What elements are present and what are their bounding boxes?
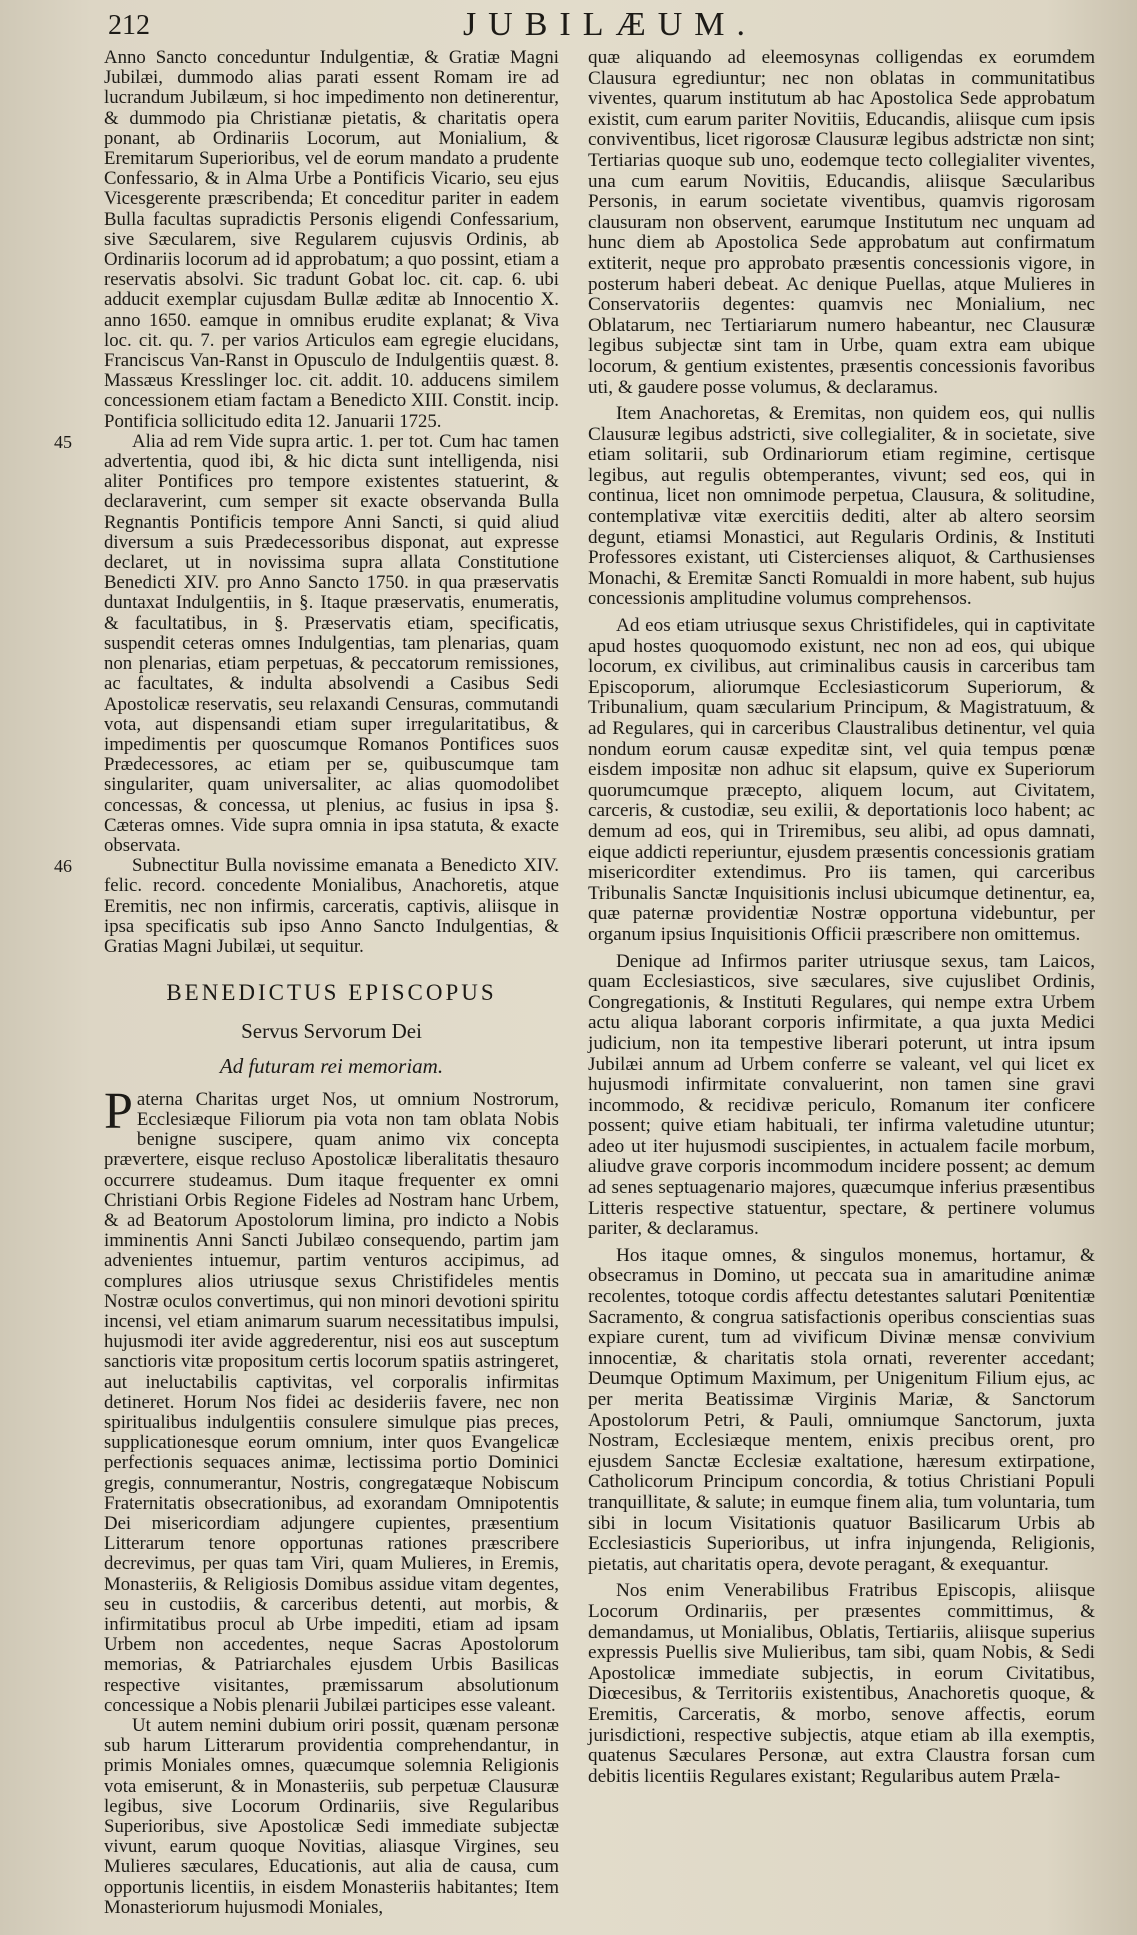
margin-number-45: 45 <box>54 431 72 452</box>
bull-paragraph-1-text: aterna Charitas urget Nos, ut omnium Nostrorum, Ecclesiæque Filiorum pia vota non tam oblata Nobis benigne suscipere, quam animo vix concepta prævertere, eisque recluso Apostolicæ liberalitatis thesauro occurrere studeamus. Dum itaque frequenter ex omni Christiani Orbis Regione Fideles ad Nostram hanc Urbem, & ad Beatorum Apostolorum limina, pro indicto a Nobis imminentis Anni Sancti Jubilæo consequendo, partim jam advenientes intuemur, partim venturos accipimus, ad complures alios utriusque sexus Christifideles mentis Nostræ oculos convertimus, qui non minori devotioni spiritu incensi, vel etiam animarum suarum necessitatibus impulsi, hujusmodi iter avide aggrederentur, nisi eos aut susceptum sanctioris vitæ propositum certis locorum spatiis astringeret, aut ineluctabilis captivitas, vel corporalis infirmitas detineret. Horum Nos fidei ac desideriis favere, nec non spiritualibus indulgentiis consulere simulque pias preces, supplicationesque eorum omnium, inter quos Evangelicæ perfectionis sequaces animæ, lectissima portio Dominici gregis, connumerantur, Nostris, congregatæque Nobiscum Fraternitatis obsecrationibus, ad exorandam Omnipotentis Dei misericordiam adjungere cupientes, præsentium Litterarum tenore opportunas rationes præscribere decrevimus, per quas tam Viri, quam Mulieres, in Eremis, Monasteriis, & Religiosis Domibus assidue vitam degentes, seu in custodiis, & carceribus detenti, aut morbis, & infirmitatibus procul ab Urbe impediti, etiam ad ipsam Urbem non accedentes, neque Sacras Apostolorum memorias, & Patriarchales ejusdem Urbis Basilicas respective visitantes, præmissarum absolutionum concessique a Nobis plenarii Jubilæi participes esse valeant. <box>104 1088 559 1716</box>
paragraph-45 <box>54 430 559 856</box>
right-paragraph-3: Ad eos etiam utriusque sexus Christifideles, qui in captivitate apud hostes quoquomodo existunt, nec non ad eos, qui ubique locorum, ex civilibus, aut criminalibus causis in carceribus tam Episcoporum, aliorumque Ecclesiasticorum Superiorum, & Tribunalium, quam sæcularium Principum, & Magistratuum, & ad Regulares, qui in carceribus Claustralibus detinentur, vel quia nondum eorum causæ expeditæ sint, vel quia tempus pœnæ eisdem impositæ non adhuc sit elapsum, quive ex Superiorum quorumcumque præcepto, aliquem locum, aut Civitatem, carceris, & custodiæ, seu exilii, & deportationis loco habent; ac demum ad eos, qui in Triremibus, seu alibi, ad opus damnati, eique addicti reperiuntur, ejusdem præsentis concessionis gratiam misericorditer extendimus. Pro iis tamen, qui carceribus Tribunalis Sanctæ Inquisitionis inclusi ubicumque detinentur, ea, quæ paternæ providentiæ Nostræ opportuna videbuntur, per organum ipsius Inquisitionis Officii præscribere non omittemus. <box>588 615 1095 945</box>
right-paragraph-1: quæ aliquando ad eleemosynas colligendas ex eorumdem Clausura egrediuntur; nec non oblatas in communitatibus viventes, quarum institutum ab hac Apostolica Sede approbatum existit, cum earum pariter Novitiis, Educandis, aliisque cum ipsis conviventibus, licet rigorosæ Clausuræ legibus adstrictæ non sint; Tertiarias quoque sub uno, eodemque tecto collegialiter viventes, una cum earum Novitiis, Educandis, aliisque Sæcularibus Personis, in earum societate viventibus, quamvis rigorosam clausuram non observent, earumque Institutum nec unquam ad hunc diem ab Apostolica Sede approbatum aut confirmatum extiterit, neque pro approbato præsentis concessionis vigore, in posterum haberi debeat. Ac denique Puellas, atque Mulieres in Conservatoriis degentes: quamvis nec Monialium, nec Oblatarum, nec Tertiariarum numero habeantur, nec Clausuræ legibus subjectæ sint tam in Urbe, quam extra eam ubique locorum, & gentium existentes, præsentis concessionis favoribus uti, & gaudere posse volumus, & declaramus. <box>588 47 1095 398</box>
bull-paragraph-1 <box>104 1082 559 1716</box>
opening-paragraph: Anno Sancto conceduntur Indulgentiæ, & Gratiæ Magni Jubilæi, dummodo alias parati essent Romam ire ad lucrandum Jubilæum, si hoc impedimento non detinerentur, & dummodo pia Christianæ pietatis, & charitatis opera ponant, ab Ordinariis Locorum, aut Monialium, & Eremitarum Superioribus, vel de eorum mandato a prudente Confessario, & in Alma Urbe a Pontificis Vicario, seu ejus Vicesgerente præscribenda; Et conceditur pariter in eadem Bulla facultas supradictis Personis eligendi Confessarium, sive Sæcularem, sive Regularem cujusvis Ordinis, ab Ordinariis locorum ad id approbatum; a quo possint, etiam a reservatis absolvi. Sic tradunt Gobat loc. cit. cap. 6. ubi adducit exemplar cujusdam Bullæ æditæ ab Innocentio X. anno 1650. eamque in omnibus erudite explanat; & Viva loc. cit. qu. 7. per varios Articulos eam egregie elucidans, Franciscus Van-Ranst in Opusculo de Indulgentiis quæst. 8. Massæus Kresslinger loc. cit. addit. 10. adducens similem concessionem etiam factam a Benedicto XIII. Constit. incip. Pontificia sollicitudo edita 12. Januarii 1725. <box>104 47 559 432</box>
bull-servus: Servus Servorum Dei <box>241 1019 422 1044</box>
right-paragraph-2: Item Anachoretas, & Eremitas, non quidem eos, qui nullis Clausuræ legibus adstricti, sive collegialiter, & in societate, sive etiam solitarii, sub Ordinariorum etiam regimine, certisque legibus, aut regulis obtemperantes, vivunt; sed eos, qui in continua, licet non omnimode perpetua, Clausura, & solitudine, contemplativæ vitæ exercitiis dediti, alter ab altero seorsim degunt, etiamsi Monastici, aut Regularis Ordinis, & Instituti Professores existant, uti Cistercienses aliquot, & Carthusienses Monachi, & Eremitæ Sancti Romualdi in more habent, sub hujus concessionis amplitudine volumus comprehensos. <box>588 403 1095 610</box>
bull-heading: BENEDICTUS EPISCOPUS <box>166 980 497 1006</box>
bull-paragraph-2: Ut autem nemini dubium oriri possit, quænam personæ sub harum Litterarum providentia comprehendantur, in primis Moniales omnes, quæcumque solemnia Religionis vota emiserunt, & in Monasteriis, sub perpetuæ Clausuræ legibus, sive Locorum Ordinariis, sive Regularibus Superioribus, sive Apostolicæ Sedi immediate subjectæ vivunt, earum quoque Novitias, aliasque Virgines, seu Mulieres sæculares, Educationis, aut alia de causa, cum opportunis licentiis, in eisdem Monasteriis habitantes; Item Monasteriorum hujusmodi Moniales, <box>104 1715 559 1918</box>
drop-capital: P <box>104 1082 133 1140</box>
paragraph-46-text: Subnectitur Bulla novissime emanata a Benedicto XIV. felic. record. concedente Monialibus, Anachoretis, atque Eremitis, nec non infirmis, carceratis, captivis, aliisque in ipsa specificatis sub ipso Anno Sancto Indulgentias, & Gratias Magni Jubilæi, ut sequitur. <box>104 855 559 957</box>
paragraph-46 <box>54 855 559 957</box>
right-paragraph-6: Nos enim Venerabilibus Fratribus Episcopis, aliisque Locorum Ordinariis, per præsentes committimus, & demandamus, ut Monialibus, Oblatis, Tertiariis, aliisque superius expressis Puellis sive Mulieribus, tam sibi, quam Nobis, & Sedi Apostolicæ immediate subjectis, in eorum Civitatibus, Diœcesibus, & Territoriis existentibus, Anachoretis quoque, & Eremitis, Carceratis, & morbo, senove affectis, eorum jurisdictioni, respective subjectis, atque etiam ab illa exemptis, quatenus Sæculares Personæ, aut extra Claustra forsan cum debitis licentiis Regulares existant; Regularibus autem Præla- <box>588 1580 1095 1787</box>
paragraph-45-text: Alia ad rem Vide supra artic. 1. per tot. Cum hac tamen advertentia, quod ibi, & hic dicta sunt intelligenda, nisi aliter Pontifices pro tempore existentes statuerint, & declaraverint, cum semper sit exacte observanda Bulla Regnantis Pontificis tempore Anni Sancti, si quid aliud diversum a suis Prædecessoribus disponat, aut expresse declaret, ut in novissima supra allata Constitutione Benedicti XIV. pro Anno Sancto 1750. in qua præservatis duntaxat Indulgentiis, in §. Itaque præservatis, enumeratis, & facultatibus, in §. Præservatis etiam, specificatis, suspendit ceteras omnes Indulgentias, tam plenarias, quam non plenarias, etiam perpetuas, & peccatorum remissiones, ac facultates, & indulta absolvendi a Casibus Sedi Apostolicæ reservatis, seu relaxandi Censuras, commutandi vota, aut dispensandi etiam super irregularitatibus, & impedimentis per quoscumque Romanos Pontifices suos Prædecessores, ac etiam per se, quibuscumque tam singulariter, quam universaliter, ac alias quomodolibet concessas, & concessa, ut plenius, ac fusius in ipsa §. Cæteras omnes. Vide supra omnia in ipsa statuta, & exacte observata. <box>104 430 559 856</box>
page-number: 212 <box>108 10 150 41</box>
running-title: JUBILÆUM. <box>462 6 758 43</box>
bull-ad-memoriam: Ad futuram rei memoriam. <box>219 1053 444 1078</box>
left-column <box>54 47 559 1918</box>
right-column <box>588 48 1095 1787</box>
margin-number-46: 46 <box>54 856 72 877</box>
right-paragraph-4: Denique ad Infirmos pariter utriusque sexus, tam Laicos, quam Ecclesiasticos, sive sæculares, sive cujuslibet Ordinis, Congregationis, & Instituti Regulares, qui nempe extra Urbem actu aliqua laborant corporis infirmitate, a qua juxta Medici judicium, non ita tempestive liberari poterunt, ut intra ipsum Jubilæi annum ad Urbem conferre se valeant, vel qui licet ex hujusmodi infirmitate convaluerint, non tamen sine gravi incommodo, & recidivæ periculo, Romanum iter conficere possent; quive etiam habituali, ter infirma valetudine utuntur; adeo ut iter hujusmodi suscipientes, in actualem facile morbum, aliudve grave corporis incommodum incidere possent; ac demum ad senes septuagenario majores, quæcumque inferius præsentibus Litteris respective statuentur, spectare, & pertinere volumus pariter, & declaramus. <box>588 950 1095 1240</box>
running-head <box>0 8 1137 48</box>
right-paragraph-5: Hos itaque omnes, & singulos monemus, hortamur, & obsecramus in Domino, ut peccata sua in amaritudine animæ recolentes, totoque cordis affectu detestantes salutari Pœnitentiæ Sacramento, & congrua satisfactionis operibus conscientias suas expiare curent, tum ad vivificum Divinæ mensæ convivium innocentiæ, & charitatis stola ornati, reverenter accedant; Deumque Optimum Maximum, per Unigenitum Filium ejus, ac per merita Beatissimæ Virginis Mariæ, & Sanctorum Apostolorum Petri, & Pauli, omniumque Sanctorum, juxta Nostram, Ecclesiæque mentem, enixis precibus orent, pro ejusdem Sanctæ Ecclesiæ exaltatione, hæresum extirpatione, Catholicorum Principum concordia, & totius Christiani Populi tranquillitate, & salute; in eumque finem alia, tum voluntaria, tum sibi in locum Visitationis quatuor Basilicarum Urbis ab Ecclesiasticis Superioribus, ut infra injungenda, Religionis, pietatis, aut charitatis opera, devote peragant, & exequantur. <box>588 1244 1095 1575</box>
